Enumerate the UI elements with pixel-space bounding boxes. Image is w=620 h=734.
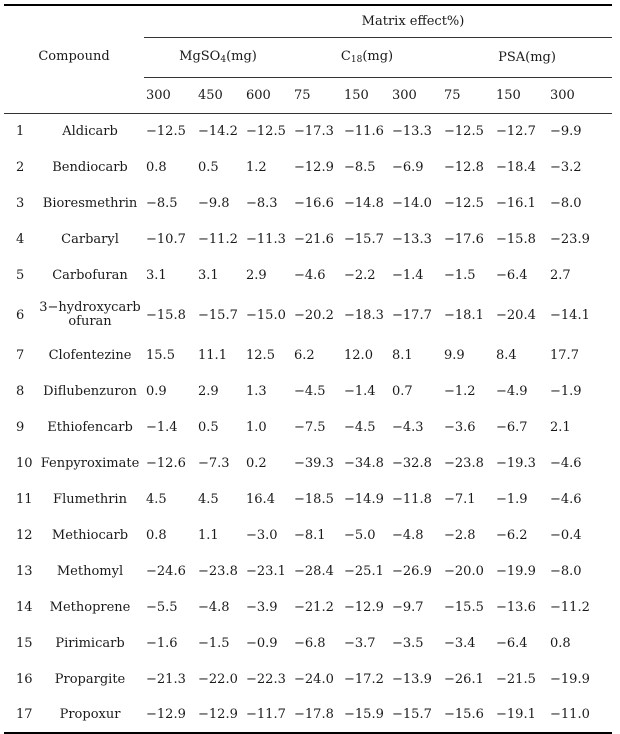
row-number: 11 — [16, 491, 33, 507]
level-header: 300 — [548, 77, 612, 113]
matrix-effect-value: 1.1 — [198, 527, 219, 543]
level-header: 75 — [442, 77, 494, 113]
row-number: 16 — [16, 671, 33, 687]
matrix-effect-value: −3.9 — [246, 599, 278, 615]
level-header: 75 — [292, 77, 342, 113]
level-header: 300 — [144, 77, 196, 113]
matrix-effect-value: −12.9 — [344, 599, 384, 615]
matrix-effect-value: −1.4 — [344, 383, 376, 399]
matrix-effect-value: −4.8 — [198, 599, 230, 615]
matrix-effect-value: 2.1 — [550, 419, 571, 435]
matrix-effect-value: 1.3 — [246, 383, 267, 399]
matrix-effect-value: −16.6 — [294, 195, 334, 211]
matrix-effect-value: −19.9 — [496, 563, 536, 579]
matrix-effect-value: −22.0 — [198, 671, 238, 687]
compound-name: Carbofuran — [52, 267, 128, 283]
table-row — [4, 373, 612, 409]
matrix-effect-value: −7.5 — [294, 419, 326, 435]
matrix-effect-value: −11.0 — [548, 697, 612, 733]
matrix-effect-value: −1.9 — [550, 383, 582, 399]
matrix-effect-value: −7.3 — [198, 455, 230, 471]
table-row — [4, 113, 612, 149]
compound-name: Methoprene — [49, 599, 131, 615]
matrix-effect-value: −1.2 — [444, 383, 476, 399]
matrix-effect-value: −12.5 — [146, 123, 186, 139]
matrix-effect-value: 0.8 — [146, 159, 167, 175]
level-header: 450 — [196, 77, 244, 113]
compound-name: Propargite — [54, 671, 126, 687]
matrix-effect-value: −20.0 — [444, 563, 484, 579]
matrix-effect-value: −13.6 — [496, 599, 536, 615]
matrix-effect-value: −1.6 — [146, 635, 178, 651]
matrix-effect-value: −3.0 — [246, 527, 278, 543]
matrix-effect-value: −19.9 — [550, 671, 590, 687]
table-body — [4, 113, 612, 733]
matrix-effect-value: −34.8 — [344, 455, 384, 471]
matrix-effect-value: −8.0 — [550, 563, 582, 579]
matrix-effect-value: 3.1 — [146, 267, 167, 283]
matrix-effect-value: 15.5 — [146, 347, 175, 363]
matrix-effect-value: −3.5 — [392, 635, 424, 651]
group-header-psa: PSA(mg) — [442, 37, 612, 77]
compound-name: Flumethrin — [53, 491, 127, 507]
matrix-effect-value: −25.1 — [344, 563, 384, 579]
table-row — [4, 293, 612, 337]
matrix-effect-value: −13.3 — [392, 123, 432, 139]
matrix-effect-value: −20.4 — [496, 307, 536, 323]
matrix-effect-value: −17.2 — [344, 671, 384, 687]
matrix-effect-value: −12.5 — [444, 195, 484, 211]
matrix-effect-value: 0.2 — [246, 455, 267, 471]
matrix-effect-value: 4.5 — [198, 491, 219, 507]
compound-name: Diflubenzuron — [43, 383, 137, 399]
matrix-effect-value: 12.0 — [344, 347, 373, 363]
matrix-effect-value: 2.9 — [198, 383, 219, 399]
matrix-effect-value: −4.5 — [294, 383, 326, 399]
matrix-effect-value: −18.4 — [496, 159, 536, 175]
matrix-effect-value: −15.0 — [246, 307, 286, 323]
matrix-effect-value: −15.7 — [344, 231, 384, 247]
matrix-effect-value: −11.7 — [244, 697, 292, 733]
row-number: 2 — [16, 159, 25, 175]
row-number: 15 — [16, 635, 33, 651]
matrix-effect-value: −17.6 — [444, 231, 484, 247]
matrix-effect-value: −16.1 — [496, 195, 536, 211]
matrix-effect-value: −23.8 — [444, 455, 484, 471]
compound-name: Methomyl — [56, 563, 124, 579]
matrix-effect-value: −1.4 — [392, 267, 424, 283]
matrix-effect-value: −11.8 — [392, 491, 432, 507]
matrix-effect-value: −15.7 — [390, 697, 442, 733]
matrix-effect-value: −8.5 — [146, 195, 178, 211]
matrix-effect-value: 8.1 — [392, 347, 413, 363]
matrix-effect-value: −28.4 — [294, 563, 334, 579]
table-row — [4, 149, 612, 185]
matrix-effect-value: −12.5 — [246, 123, 286, 139]
matrix-effect-value: −26.1 — [444, 671, 484, 687]
matrix-effect-value: −14.2 — [198, 123, 238, 139]
matrix-effect-value: −19.3 — [496, 455, 536, 471]
matrix-effect-value: −3.6 — [444, 419, 476, 435]
matrix-effect-value: −14.0 — [392, 195, 432, 211]
table-row — [4, 625, 612, 661]
matrix-effect-value: −20.2 — [294, 307, 334, 323]
matrix-effect-value: −2.2 — [344, 267, 376, 283]
matrix-effect-value: 8.4 — [496, 347, 517, 363]
matrix-effect-value: −6.8 — [294, 635, 326, 651]
matrix-effect-value: −0.9 — [246, 635, 278, 651]
compound-name: Bendiocarb — [52, 159, 128, 175]
matrix-effect-value: −12.7 — [496, 123, 536, 139]
table-row — [4, 409, 612, 445]
matrix-effect-value: −24.6 — [146, 563, 186, 579]
row-number: 14 — [16, 599, 33, 615]
row-number: 8 — [16, 383, 25, 399]
matrix-effect-value: 0.5 — [198, 419, 219, 435]
matrix-effect-value: 0.7 — [392, 383, 413, 399]
matrix-effect-value: −32.8 — [392, 455, 432, 471]
matrix-effect-value: −12.9 — [144, 697, 196, 733]
matrix-effect-value: −11.3 — [246, 231, 286, 247]
matrix-effect-value: −11.2 — [198, 231, 238, 247]
matrix-effect-value: 1.0 — [246, 419, 267, 435]
matrix-effect-value: −15.6 — [442, 697, 494, 733]
matrix-effect-value: 0.5 — [198, 159, 219, 175]
table-row — [4, 221, 612, 257]
matrix-effect-value: 3.1 — [198, 267, 219, 283]
matrix-effect-value: −9.9 — [550, 123, 582, 139]
matrix-effect-value: −1.9 — [496, 491, 528, 507]
matrix-effect-value: −5.5 — [146, 599, 178, 615]
matrix-effect-value: 2.9 — [246, 267, 267, 283]
matrix-effect-value: −9.8 — [198, 195, 230, 211]
matrix-effect-value: −3.2 — [550, 159, 582, 175]
matrix-effect-value: −6.4 — [496, 635, 528, 651]
matrix-effect-value: −22.3 — [246, 671, 286, 687]
matrix-effect-value: −21.6 — [294, 231, 334, 247]
matrix-effect-value: −12.9 — [294, 159, 334, 175]
matrix-effect-value: −4.3 — [392, 419, 424, 435]
matrix-effect-value: −18.5 — [294, 491, 334, 507]
matrix-effect-value: −15.9 — [342, 697, 390, 733]
matrix-effect-value: −7.1 — [444, 491, 476, 507]
matrix-effect-value: 4.5 — [146, 491, 167, 507]
matrix-effect-value: 9.9 — [444, 347, 465, 363]
matrix-effect-value: 0.8 — [146, 527, 167, 543]
table-row — [4, 517, 612, 553]
table-row — [4, 337, 612, 373]
matrix-effect-value: −4.6 — [550, 455, 582, 471]
level-header: 600 — [244, 77, 292, 113]
matrix-effect-value: −15.8 — [146, 307, 186, 323]
compound-name: Propoxur — [36, 697, 144, 733]
compound-name: Aldicarb — [62, 123, 118, 139]
matrix-effect-value: −6.7 — [496, 419, 528, 435]
compound-name: Methiocarb — [51, 527, 129, 543]
matrix-effect-value: −4.5 — [344, 419, 376, 435]
compound-header: Compound — [4, 5, 144, 77]
matrix-effect-value: −6.4 — [496, 267, 528, 283]
group-header-mgso4: MgSO$_4$(mg) — [144, 37, 292, 77]
matrix-effect-value: −14.9 — [344, 491, 384, 507]
row-number: 5 — [16, 267, 25, 283]
matrix-effect-value: 16.4 — [246, 491, 275, 507]
matrix-effect-value: 11.1 — [198, 347, 227, 363]
matrix-effect-value: −1.5 — [198, 635, 230, 651]
level-header: 150 — [494, 77, 548, 113]
matrix-effect-value: −8.5 — [344, 159, 376, 175]
matrix-effect-value: −9.7 — [392, 599, 424, 615]
row-number: 3 — [16, 195, 25, 211]
matrix-effect-value: −17.3 — [294, 123, 334, 139]
matrix-effect-value: −13.9 — [392, 671, 432, 687]
table-row — [4, 553, 612, 589]
matrix-effect-value: −8.0 — [550, 195, 582, 211]
matrix-effect-value: −18.1 — [444, 307, 484, 323]
matrix-effect-value: −14.8 — [344, 195, 384, 211]
table-row — [4, 589, 612, 625]
row-number: 12 — [16, 527, 33, 543]
matrix-effect-value: −6.9 — [392, 159, 424, 175]
matrix-effect-value: −15.8 — [496, 231, 536, 247]
matrix-effect-value: −19.1 — [494, 697, 548, 733]
matrix-effect-value: −21.2 — [294, 599, 334, 615]
matrix-effect-value: −8.3 — [246, 195, 278, 211]
compound-name: Pirimicarb — [55, 635, 125, 651]
matrix-effect-value: −4.8 — [392, 527, 424, 543]
compound-name: Fenpyroximate — [40, 455, 140, 471]
compound-name: 3−hydroxycarb ofuran — [39, 300, 141, 329]
row-number: 7 — [16, 347, 25, 363]
matrix-effect-value: −4.6 — [294, 267, 326, 283]
matrix-effect-value: 2.7 — [550, 267, 571, 283]
row-number: 13 — [16, 563, 33, 579]
level-header: 300 — [390, 77, 442, 113]
compound-name: Ethiofencarb — [47, 419, 133, 435]
matrix-effect-value: −23.9 — [550, 231, 590, 247]
row-number: 17 — [4, 697, 36, 733]
matrix-effect-value: −14.1 — [550, 307, 590, 323]
matrix-effect-value: −10.7 — [146, 231, 186, 247]
matrix-effect-value: −15.5 — [444, 599, 484, 615]
matrix-effect-value: −12.5 — [444, 123, 484, 139]
row-number: 9 — [16, 419, 25, 435]
matrix-effect-value: −11.2 — [550, 599, 590, 615]
matrix-effect-value: 6.2 — [294, 347, 315, 363]
matrix-effect-value: −2.8 — [444, 527, 476, 543]
matrix-effect-value: −23.8 — [198, 563, 238, 579]
matrix-effect-value: −1.4 — [146, 419, 178, 435]
row-number: 4 — [16, 231, 25, 247]
matrix-effect-value: −1.5 — [444, 267, 476, 283]
matrix-effect-value: −21.5 — [496, 671, 536, 687]
table-row — [4, 481, 612, 517]
matrix-effect-value: −8.1 — [294, 527, 326, 543]
matrix-effect-value: 12.5 — [246, 347, 275, 363]
row-number: 10 — [16, 455, 33, 471]
matrix-effect-value: −3.4 — [444, 635, 476, 651]
row-number: 1 — [16, 123, 25, 139]
level-header: 150 — [342, 77, 390, 113]
table-row — [4, 445, 612, 481]
matrix-effect-value: −0.4 — [550, 527, 582, 543]
matrix-effect-value: −12.9 — [196, 697, 244, 733]
matrix-effect-value: −15.7 — [198, 307, 238, 323]
matrix-effect-value: −12.6 — [146, 455, 186, 471]
matrix-effect-value: −39.3 — [294, 455, 334, 471]
matrix-effect-value: −23.1 — [246, 563, 286, 579]
row-number: 6 — [16, 307, 25, 323]
table-row — [4, 257, 612, 293]
matrix-effect-value: −17.7 — [392, 307, 432, 323]
matrix-effect-value: −12.8 — [444, 159, 484, 175]
matrix-effect-value: −5.0 — [344, 527, 376, 543]
matrix-effect-value: 0.9 — [146, 383, 167, 399]
matrix-effect-value: −17.8 — [292, 697, 342, 733]
matrix-effect-value: −26.9 — [392, 563, 432, 579]
matrix-effect-value: −13.3 — [392, 231, 432, 247]
matrix-effect-value: 17.7 — [550, 347, 579, 363]
matrix-effect-value: −6.2 — [496, 527, 528, 543]
matrix-effect-value: −21.3 — [146, 671, 186, 687]
matrix-effect-value: −24.0 — [294, 671, 334, 687]
matrix-effect-value: −4.9 — [496, 383, 528, 399]
table-row — [4, 697, 612, 733]
matrix-effect-value: −4.6 — [550, 491, 582, 507]
matrix-effect-table — [4, 4, 612, 734]
matrix-effect-value: 0.8 — [550, 635, 571, 651]
matrix-effect-value: −3.7 — [344, 635, 376, 651]
matrix-effect-value: −18.3 — [344, 307, 384, 323]
compound-name: Bioresmethrin — [42, 195, 138, 211]
matrix-effect-value: −11.6 — [344, 123, 384, 139]
group-title: Matrix effect%) — [144, 5, 612, 37]
matrix-effect-value: 1.2 — [246, 159, 267, 175]
group-header-c18: $C_{18}(mg)$ — [292, 37, 442, 77]
compound-name: Carbaryl — [61, 231, 119, 247]
table-row — [4, 185, 612, 221]
table-row — [4, 661, 612, 697]
compound-name: Clofentezine — [48, 347, 132, 363]
